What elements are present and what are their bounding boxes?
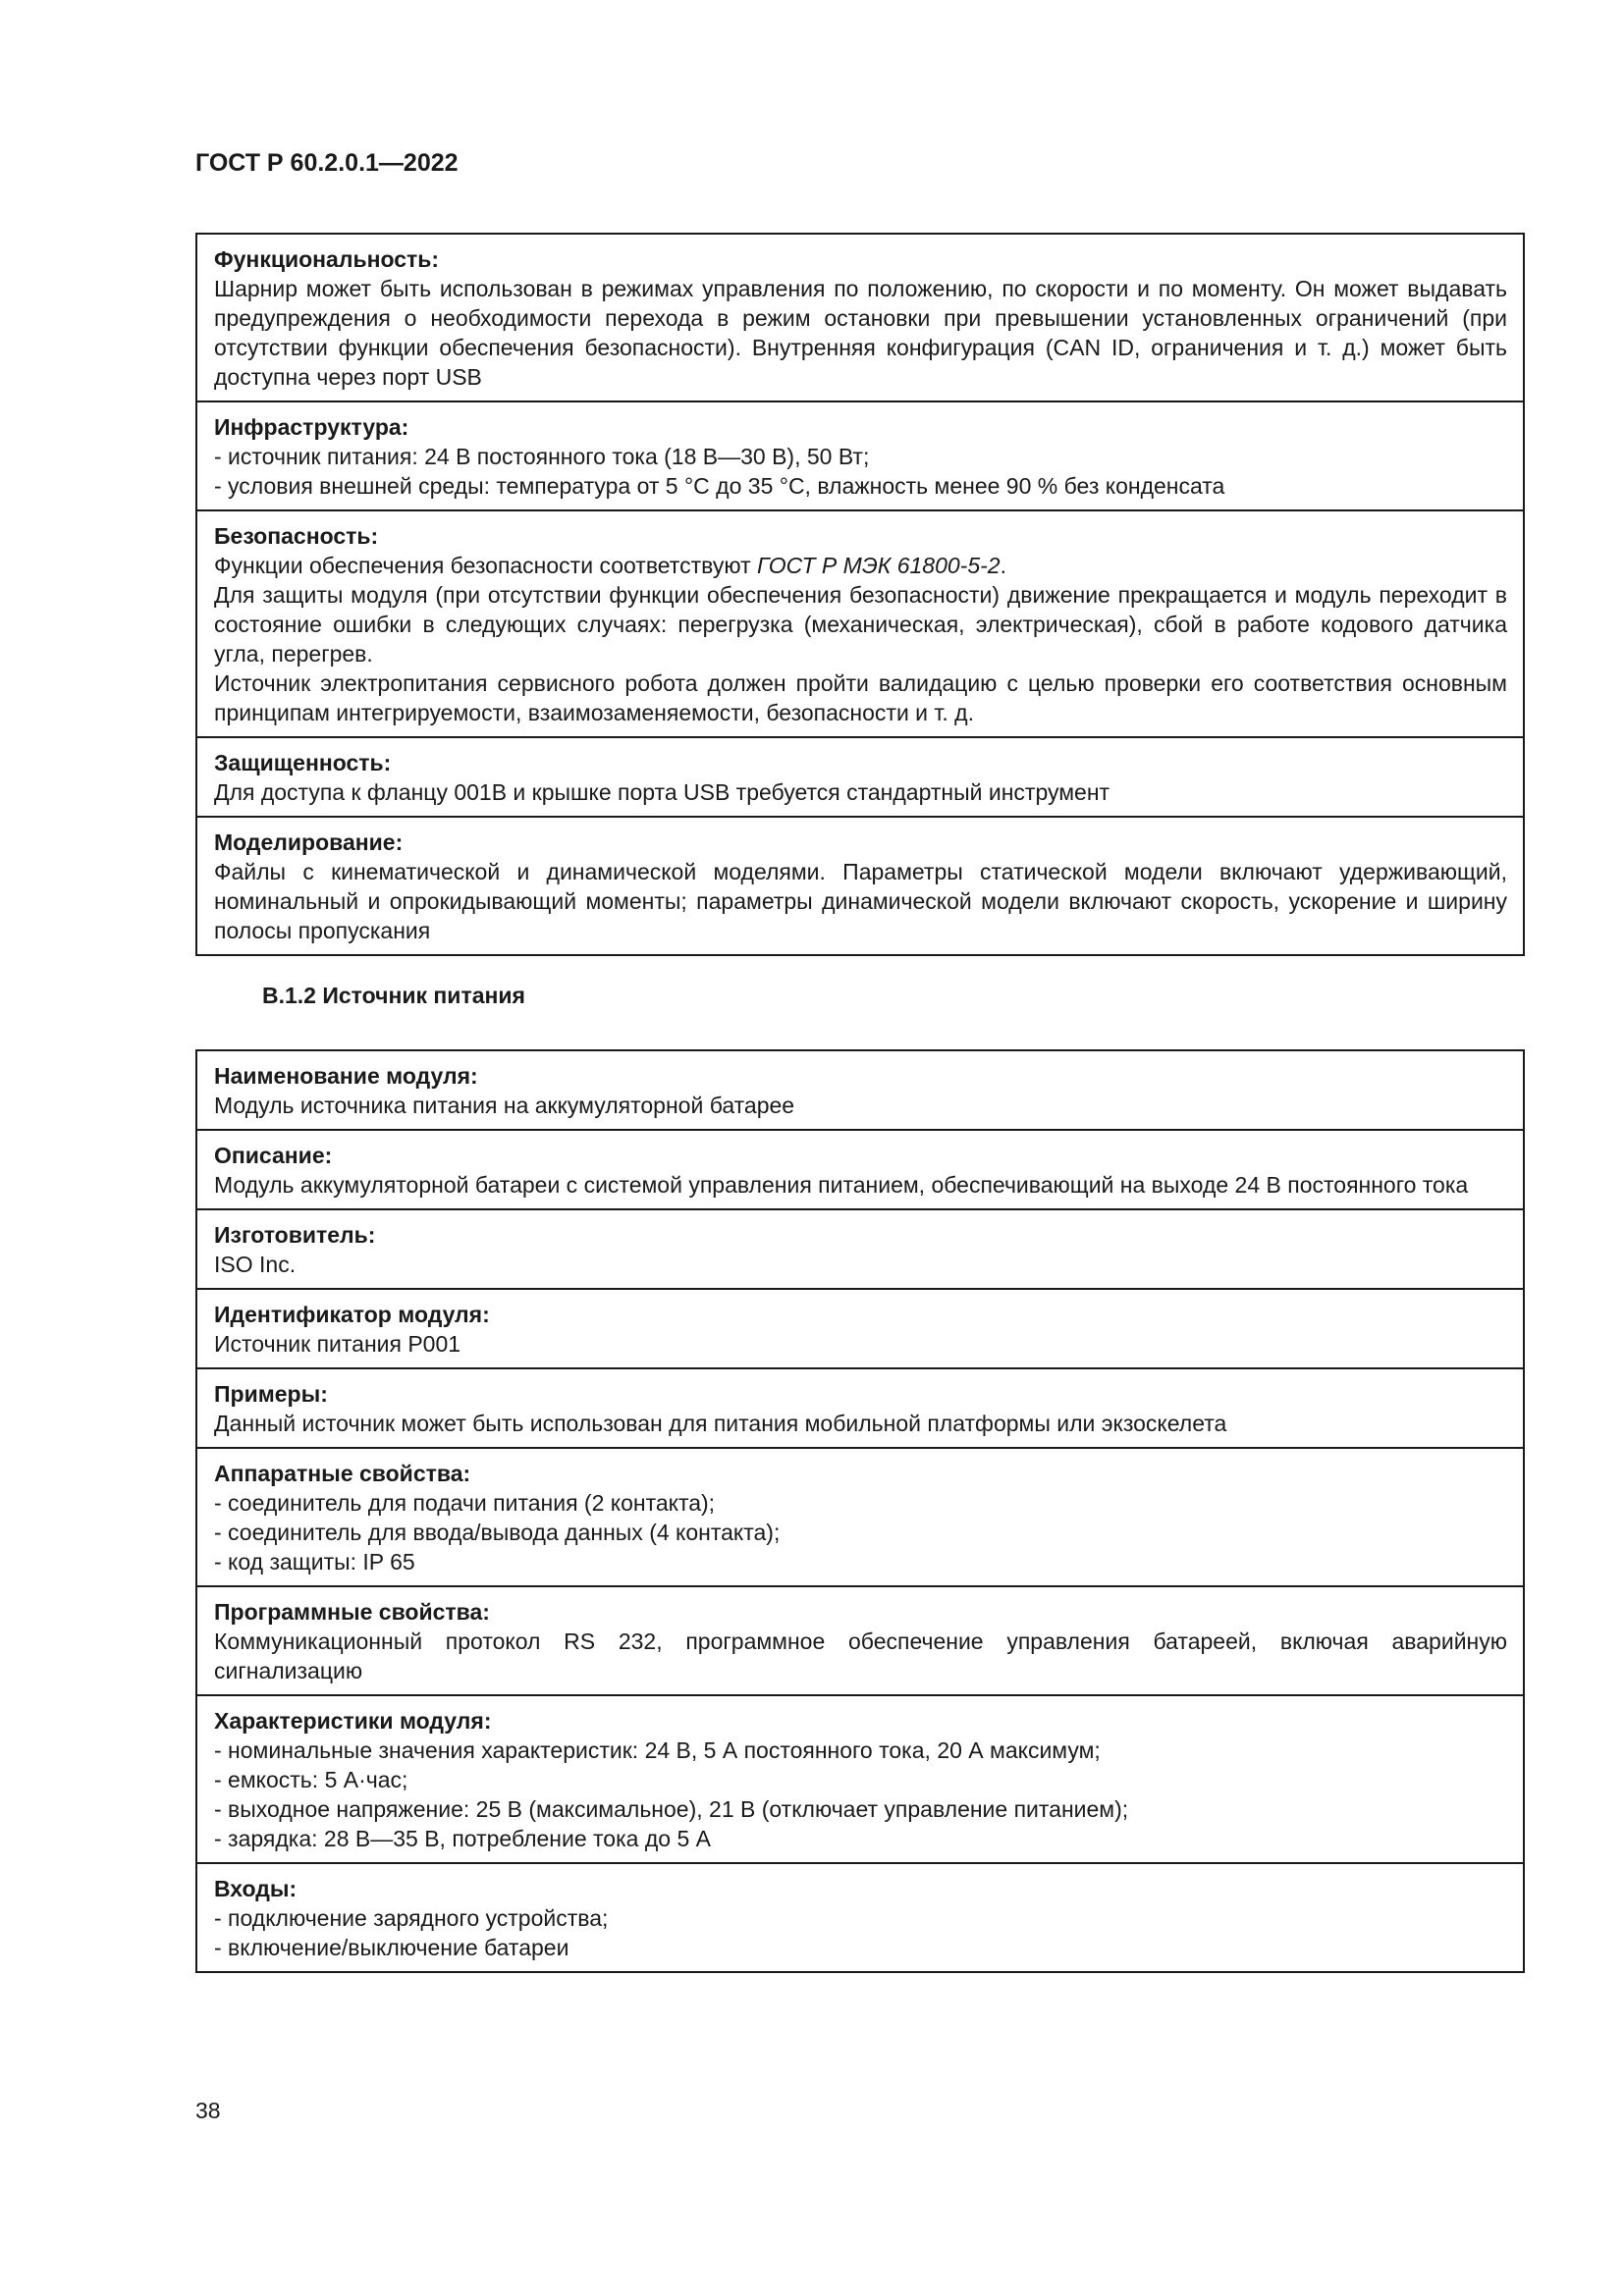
row-title: Наименование модуля:	[214, 1063, 478, 1089]
safety-paragraph: Для защиты модуля (при отсутствии функции обеспечения безопасности) движение прекращается и модуль переходит в состояние ошибки в следующих случаях: перегрузка (механическая, электрическая), сбой в работе кодового датчика угла, перегрев.	[214, 582, 1507, 667]
row-examples	[197, 1367, 1523, 1447]
list-item: - выходное напряжение: 25 В (максимальное), 21 В (отключает управление питанием);	[214, 1796, 1129, 1822]
list-item: - источник питания: 24 В постоянного тока (18 В—30 В), 50 Вт;	[214, 444, 870, 469]
row-software	[197, 1585, 1523, 1694]
row-title: Аппаратные свойства:	[214, 1461, 471, 1486]
row-manufacturer	[197, 1208, 1523, 1288]
row-module-name	[197, 1051, 1523, 1129]
list-item: - условия внешней среды: температура от 5 °С до 35 °С, влажность менее 90 % без конденсата	[214, 473, 1225, 499]
row-security	[197, 736, 1523, 816]
spec-table-joint	[195, 233, 1525, 956]
document-code-header: ГОСТ Р 60.2.0.1—2022	[195, 149, 459, 177]
row-text: Для доступа к фланцу 001В и крышке порта USB требуется стандартный инструмент	[214, 779, 1110, 805]
row-module-id	[197, 1288, 1523, 1367]
row-title: Изготовитель:	[214, 1222, 376, 1248]
row-text: Шарнир может быть использован в режимах управления по положению, по скорости и по моменту. Он может выдавать предупреждения о необходимости перехода в режим остановки при превышении установленных ограничений (при отсутствии функции обеспечения безопасности). Внутренняя конфигурация (CAN ID, ограничения и т. д.) может быть доступна через порт USB	[214, 276, 1507, 390]
row-hardware	[197, 1447, 1523, 1585]
row-title: Инфраструктура:	[214, 414, 409, 440]
row-infrastructure	[197, 400, 1523, 509]
list-item: - код защиты: IP 65	[214, 1549, 415, 1575]
row-text: Коммуникационный протокол RS 232, программное обеспечение управления батареей, включая аварийную сигнализацию	[214, 1629, 1507, 1683]
row-inputs	[197, 1862, 1523, 1971]
row-title: Программные свойства:	[214, 1599, 490, 1625]
safety-suffix: .	[1000, 553, 1006, 578]
row-text: Источник питания P001	[214, 1331, 461, 1357]
safety-standard-line	[214, 551, 1507, 580]
row-modeling	[197, 816, 1523, 954]
row-safety	[197, 509, 1523, 736]
list-item: - зарядка: 28 В—35 В, потребление тока до 5 А	[214, 1826, 711, 1851]
row-title: Моделирование:	[214, 829, 404, 855]
row-title: Функциональность:	[214, 246, 440, 272]
row-description	[197, 1129, 1523, 1208]
standard-reference: ГОСТ Р МЭК 61800-5-2	[757, 553, 1001, 578]
row-title: Описание:	[214, 1143, 333, 1168]
list-item: - номинальные значения характеристик: 24 В, 5 А постоянного тока, 20 А максимум;	[214, 1737, 1101, 1763]
row-title: Входы:	[214, 1876, 298, 1901]
list-item: - соединитель для ввода/вывода данных (4 контакта);	[214, 1520, 781, 1545]
section-heading: В.1.2 Источник питания	[262, 983, 525, 1008]
row-title: Примеры:	[214, 1381, 328, 1407]
safety-paragraph: Источник электропитания сервисного робота должен пройти валидацию с целью проверки его соответствия основным принципам интегрируемости, взаимозаменяемости, безопасности и т. д.	[214, 670, 1507, 725]
list-item: - емкость: 5 А·час;	[214, 1767, 408, 1792]
spec-table-power-source	[195, 1049, 1525, 1973]
row-title: Защищенность:	[214, 750, 392, 775]
list-item: - подключение зарядного устройства;	[214, 1905, 609, 1931]
safety-prefix: Функции обеспечения безопасности соответствуют	[214, 553, 757, 578]
row-title: Характеристики модуля:	[214, 1708, 492, 1734]
row-text: Файлы с кинематической и динамической моделями. Параметры статической модели включают удерживающий, номинальный и опрокидывающий моменты; параметры динамической модели включают скорость, ускорение и ширину полосы пропускания	[214, 859, 1507, 943]
row-text: Данный источник может быть использован для питания мобильной платформы или экзоскелета	[214, 1411, 1227, 1436]
list-item: - соединитель для подачи питания (2 контакта);	[214, 1490, 716, 1516]
row-text: Модуль источника питания на аккумуляторной батарее	[214, 1093, 795, 1118]
page-number: 38	[195, 2098, 221, 2123]
row-text: ISO Inc.	[214, 1252, 297, 1277]
list-item: - включение/выключение батареи	[214, 1935, 569, 1960]
row-text: Модуль аккумуляторной батареи с системой управления питанием, обеспечивающий на выходе 24 В постоянного тока	[214, 1172, 1469, 1198]
row-functionality	[197, 235, 1523, 400]
row-title: Безопасность:	[214, 523, 379, 549]
row-characteristics	[197, 1694, 1523, 1862]
row-title: Идентификатор модуля:	[214, 1302, 490, 1327]
